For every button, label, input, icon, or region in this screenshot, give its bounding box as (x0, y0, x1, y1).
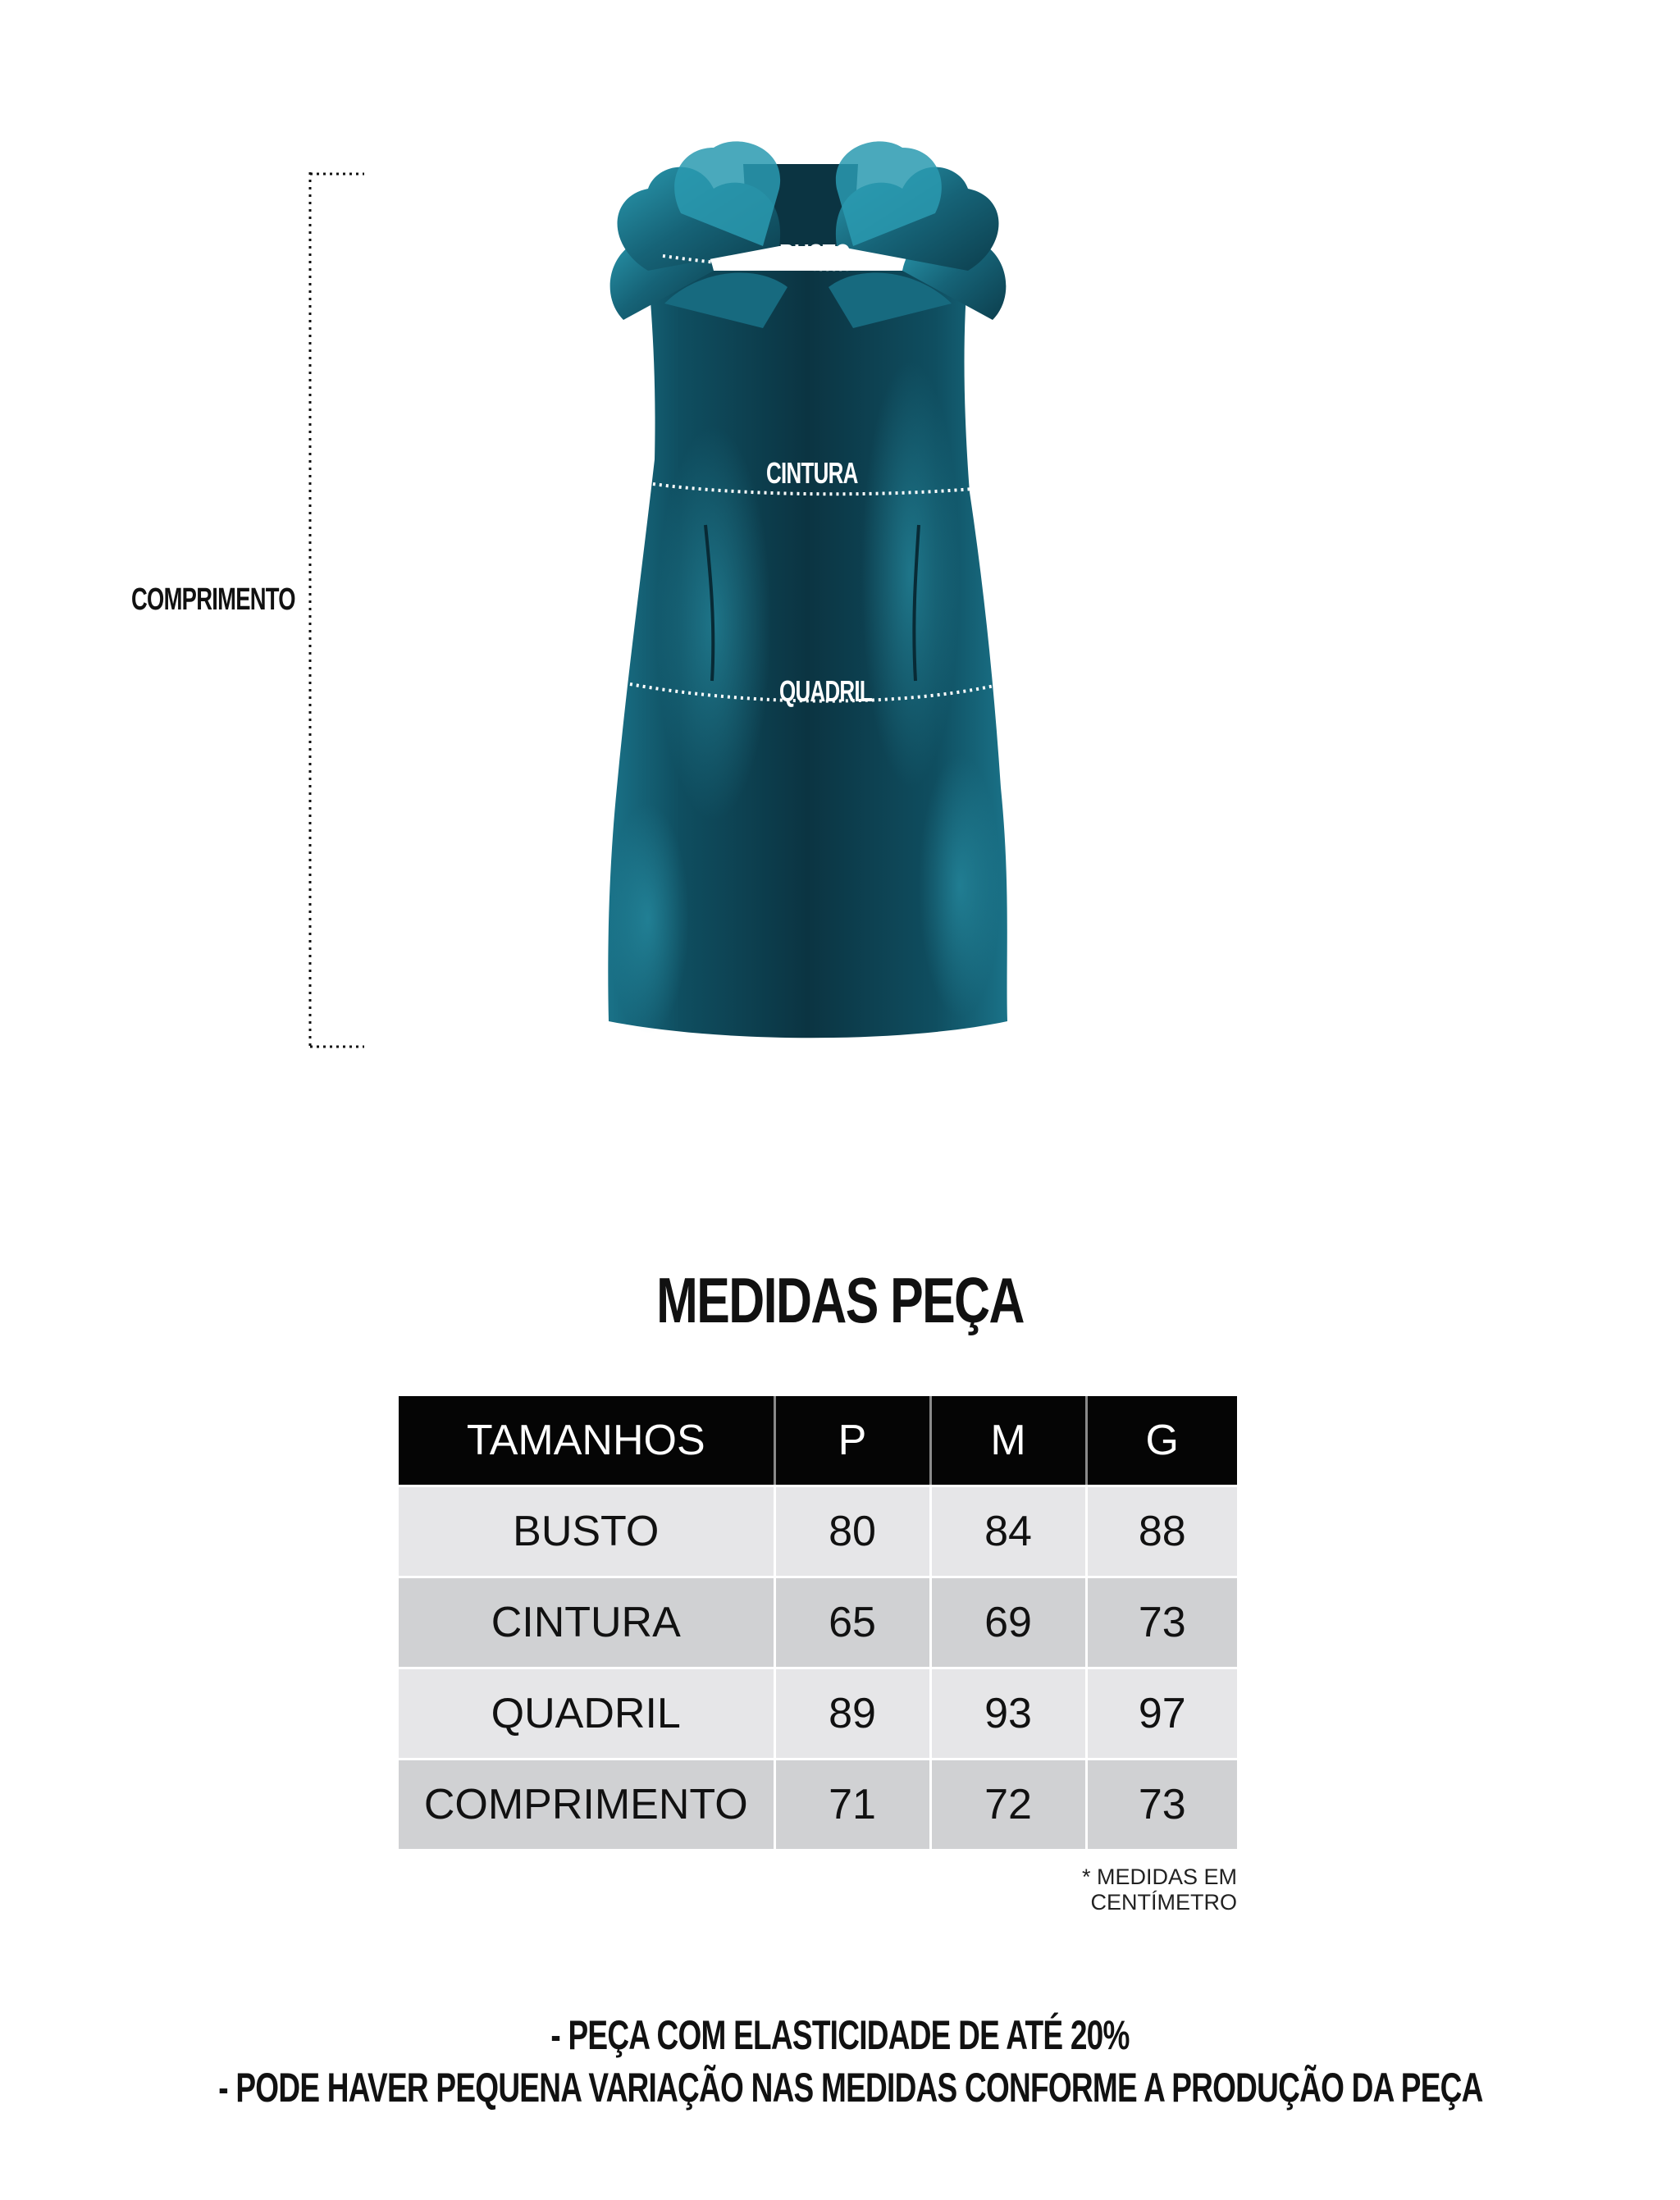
table-cell: 93 (930, 1668, 1086, 1760)
units-note: * MEDIDAS EM CENTÍMETRO (1081, 1865, 1237, 1915)
left-ruffle (610, 141, 788, 328)
header-size-p: P (774, 1396, 930, 1486)
row-label: BUSTO (399, 1486, 774, 1577)
row-label: COMPRIMENTO (399, 1760, 774, 1851)
fabric-sheen (919, 755, 1001, 1017)
table-cell: 69 (930, 1577, 1086, 1668)
table-header-row (399, 1396, 1237, 1486)
header-size-g: G (1086, 1396, 1237, 1486)
table-row (399, 1760, 1237, 1851)
length-guide (310, 172, 364, 1048)
row-label: QUADRIL (399, 1668, 774, 1760)
table-cell: 88 (1086, 1486, 1237, 1577)
table-cell: 97 (1086, 1668, 1237, 1760)
variation-note: - PODE HAVER PEQUENA VARIAÇÃO NAS MEDIDAS CONFORME A PRODUÇÃO DA PEÇA (218, 2065, 1483, 2111)
header-sizes: TAMANHOS (399, 1396, 774, 1486)
table-cell: 65 (774, 1577, 930, 1668)
elasticity-note: - PEÇA COM ELASTICIDADE DE ATÉ 20% (550, 2012, 1130, 2058)
table-cell: 89 (774, 1668, 930, 1760)
header-size-m: M (930, 1396, 1086, 1486)
table-cell: 84 (930, 1486, 1086, 1577)
length-label: COMPRIMENTO (131, 582, 295, 617)
row-label: CINTURA (399, 1577, 774, 1668)
hip-label: QUADRIL (779, 674, 873, 708)
bust-label: BUSTO (779, 238, 851, 272)
fabric-sheen (861, 361, 960, 787)
table-row (399, 1577, 1237, 1668)
table-cell: 73 (1086, 1577, 1237, 1668)
table-cell: 80 (774, 1486, 930, 1577)
right-ruffle (829, 141, 1006, 328)
table-cell: 72 (930, 1760, 1086, 1851)
fabric-sheen (607, 804, 689, 1034)
table-row (399, 1668, 1237, 1760)
size-table (399, 1396, 1237, 1851)
table-cell: 73 (1086, 1760, 1237, 1851)
waist-label: CINTURA (766, 456, 858, 490)
table-cell: 71 (774, 1760, 930, 1851)
size-table-title: MEDIDAS PEÇA (656, 1264, 1024, 1336)
table-row (399, 1486, 1237, 1577)
